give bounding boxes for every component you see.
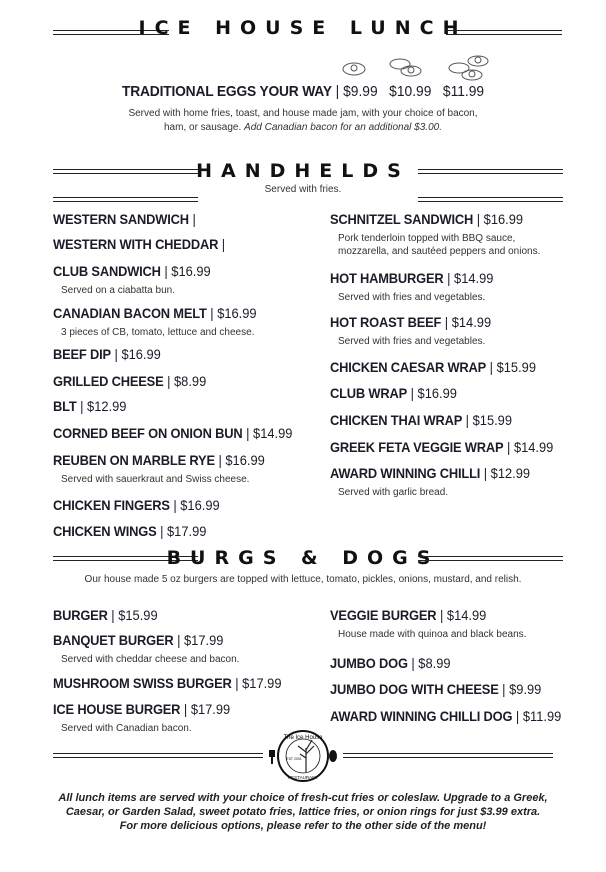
item-name: GRILLED CHEESE	[53, 373, 164, 389]
divider	[418, 556, 563, 561]
item-price: $16.99	[217, 305, 257, 321]
divider	[53, 169, 198, 174]
item-price: $9.99	[509, 681, 542, 697]
item-name: TRADITIONAL EGGS YOUR WAY	[122, 83, 332, 100]
restaurant-logo	[268, 728, 338, 784]
menu-item	[53, 425, 292, 441]
menu-item	[53, 452, 265, 468]
separator: |	[111, 607, 115, 623]
separator: |	[173, 497, 177, 513]
separator: |	[489, 359, 494, 375]
item-price: $15.99	[118, 607, 158, 623]
section-subtitle: Our house made 5 oz burgers are topped with lettuce, tomato, pickles, onions, mustard, and relish.	[84, 574, 522, 585]
separator: |	[502, 681, 506, 697]
separator: |	[447, 270, 451, 286]
menu-item	[53, 398, 126, 414]
item-name: ICE HOUSE BURGER	[53, 701, 181, 717]
item-description: Served with sauerkraut and Swiss cheese.	[61, 474, 250, 485]
item-name: REUBEN ON MARBLE RYE	[53, 452, 215, 468]
desc-italic: Add Canadian bacon for an additional $3.00.	[244, 122, 442, 133]
divider	[343, 753, 553, 758]
menu-item	[53, 211, 196, 227]
menu-item	[330, 465, 530, 481]
price-three-eggs: $11.99	[442, 83, 485, 100]
item-price: $17.99	[167, 523, 207, 539]
divider	[53, 197, 198, 202]
item-description: 3 pieces of CB, tomato, lettuce and cheese.	[61, 327, 255, 338]
menu-item	[330, 412, 512, 428]
item-name: WESTERN SANDWICH	[53, 211, 189, 227]
item-price: $16.99	[417, 385, 457, 401]
separator: |	[246, 425, 250, 441]
page-title: ICE HOUSE LUNCH	[138, 17, 468, 39]
item-price: $14.99	[454, 270, 494, 286]
menu-item	[330, 359, 536, 375]
item-name: CHICKEN CAESAR WRAP	[330, 359, 487, 375]
section-subtitle: Served with fries.	[264, 184, 342, 195]
item-name: CLUB SANDWICH	[53, 263, 161, 279]
price-two-eggs: $10.99	[389, 83, 432, 100]
separator: |	[218, 452, 222, 468]
item-price: $17.99	[242, 675, 282, 691]
menu-item	[53, 373, 206, 389]
separator: |	[515, 708, 520, 724]
item-name: CANADIAN BACON MELT	[53, 305, 207, 321]
menu-item	[330, 270, 493, 286]
item-description: Served on a ciabatta bun.	[61, 285, 175, 296]
item-price: $14.99	[253, 425, 293, 441]
item-description: House made with quinoa and black beans.	[338, 629, 527, 640]
separator: |	[507, 439, 511, 455]
menu-item	[53, 632, 223, 648]
separator: |	[177, 632, 181, 648]
item-description: mozzarella, and sautéed peppers and onions.	[338, 246, 541, 257]
item-price: $16.99	[225, 452, 265, 468]
item-name: CHICKEN WINGS	[53, 523, 157, 539]
footer-line: Caesar, or Garden Salad, sweet potato fries, lattice fries, or onion rings for just $3.99 extra.	[65, 806, 541, 818]
separator: |	[160, 523, 164, 539]
item-name: AWARD WINNING CHILLI DOG	[330, 708, 513, 724]
item-description: Pork tenderloin topped with BBQ sauce,	[338, 233, 516, 244]
section-title-handhelds: HANDHELDS	[196, 160, 410, 182]
item-name: BURGER	[53, 607, 108, 623]
item-description: Served with cheddar cheese and bacon.	[61, 654, 240, 665]
separator: |	[335, 83, 340, 100]
divider	[418, 197, 563, 202]
item-price: $14.99	[451, 314, 492, 330]
item-description: Served with fries and vegetables.	[338, 336, 486, 347]
item-name: GREEK FETA VEGGIE WRAP	[330, 439, 504, 455]
item-name: HOT HAMBURGER	[330, 270, 444, 286]
item-price: $8.99	[418, 655, 451, 671]
separator: |	[80, 398, 84, 414]
menu-item	[330, 211, 523, 227]
item-name: CORNED BEEF ON ONION BUN	[53, 425, 243, 441]
separator: |	[114, 346, 118, 362]
separator: |	[439, 607, 444, 623]
item-name: SCHNITZEL SANDWICH	[330, 211, 474, 227]
logo-top-text: The Ice House	[283, 735, 323, 741]
item-name: WESTERN WITH CHEDDAR	[53, 236, 219, 252]
item-price: $14.99	[446, 607, 487, 623]
item-price: $15.99	[472, 412, 513, 428]
menu-item	[330, 385, 457, 401]
item-price: $16.99	[121, 346, 161, 362]
item-price: $16.99	[483, 211, 524, 227]
eggs-icons	[335, 55, 505, 85]
item-price: $17.99	[184, 632, 224, 648]
eggs-description	[0, 108, 606, 119]
separator: |	[221, 236, 226, 252]
item-price: $14.99	[513, 439, 554, 455]
item-name: BLT	[53, 398, 77, 414]
menu-item	[53, 675, 282, 691]
menu-item	[330, 708, 561, 724]
item-name: MUSHROOM SWISS BURGER	[53, 675, 232, 691]
menu-item	[53, 701, 230, 717]
menu-item	[53, 523, 206, 539]
separator: |	[235, 675, 239, 691]
item-name: VEGGIE BURGER	[330, 607, 437, 623]
separator: |	[210, 305, 214, 321]
menu-item	[53, 607, 158, 623]
item-description: Served with fries and vegetables.	[338, 292, 486, 303]
item-price: $12.99	[490, 465, 531, 481]
divider	[446, 30, 562, 35]
price-one-egg: $9.99	[343, 83, 378, 100]
item-name: CHICKEN THAI WRAP	[330, 412, 463, 428]
footer-line: All lunch items are served with your choice of fresh-cut fries or coleslaw. Upgrade to a Greek,	[58, 792, 548, 804]
menu-item	[330, 314, 491, 330]
separator: |	[476, 211, 481, 227]
separator: |	[164, 263, 168, 279]
menu-item	[330, 655, 451, 671]
item-name: BANQUET BURGER	[53, 632, 174, 648]
logo-bottom-text: RESTAURANT	[287, 775, 319, 780]
separator: |	[410, 385, 414, 401]
footer-line: For more delicious options, please refer to the other side of the menu!	[119, 820, 487, 832]
menu-item	[53, 497, 220, 513]
item-price: $12.99	[87, 398, 127, 414]
item-name: HOT ROAST BEEF	[330, 314, 442, 330]
item-description: Served with garlic bread.	[338, 487, 449, 498]
menu-item	[53, 236, 225, 252]
separator: |	[411, 655, 415, 671]
menu-item	[53, 346, 161, 362]
item-price: $16.99	[171, 263, 211, 279]
menu-item	[330, 607, 486, 623]
separator: |	[444, 314, 449, 330]
menu-item-eggs	[122, 83, 484, 100]
menu-item	[330, 681, 541, 697]
menu-item	[53, 305, 257, 321]
item-name: JUMBO DOG	[330, 655, 408, 671]
menu-item	[330, 439, 553, 455]
item-price: $15.99	[496, 359, 536, 375]
desc-text: ham, or sausage.	[164, 122, 242, 133]
item-price: $8.99	[174, 373, 207, 389]
separator: |	[167, 373, 171, 389]
menu-item	[53, 263, 211, 279]
item-name: AWARD WINNING CHILLI	[330, 465, 481, 481]
desc-text: Served with home fries, toast, and house made jam, with your choice of bacon,	[128, 108, 478, 119]
separator: |	[483, 465, 488, 481]
item-description: Served with Canadian bacon.	[61, 723, 192, 734]
item-name: BEEF DIP	[53, 346, 111, 362]
separator: |	[192, 211, 196, 227]
item-name: CHICKEN FINGERS	[53, 497, 170, 513]
item-name: CLUB WRAP	[330, 385, 408, 401]
item-price: $11.99	[522, 708, 562, 724]
section-title-burgs: BURGS & DOGS	[166, 547, 440, 569]
item-price: $16.99	[180, 497, 220, 513]
logo-est-text: EST 2001	[286, 757, 302, 761]
separator: |	[465, 412, 470, 428]
footer-note	[20, 791, 586, 833]
separator: |	[183, 701, 188, 717]
item-name: JUMBO DOG WITH CHEESE	[330, 681, 499, 697]
eggs-description-2	[0, 122, 606, 133]
divider	[418, 169, 563, 174]
divider	[53, 753, 263, 758]
item-price: $17.99	[190, 701, 231, 717]
